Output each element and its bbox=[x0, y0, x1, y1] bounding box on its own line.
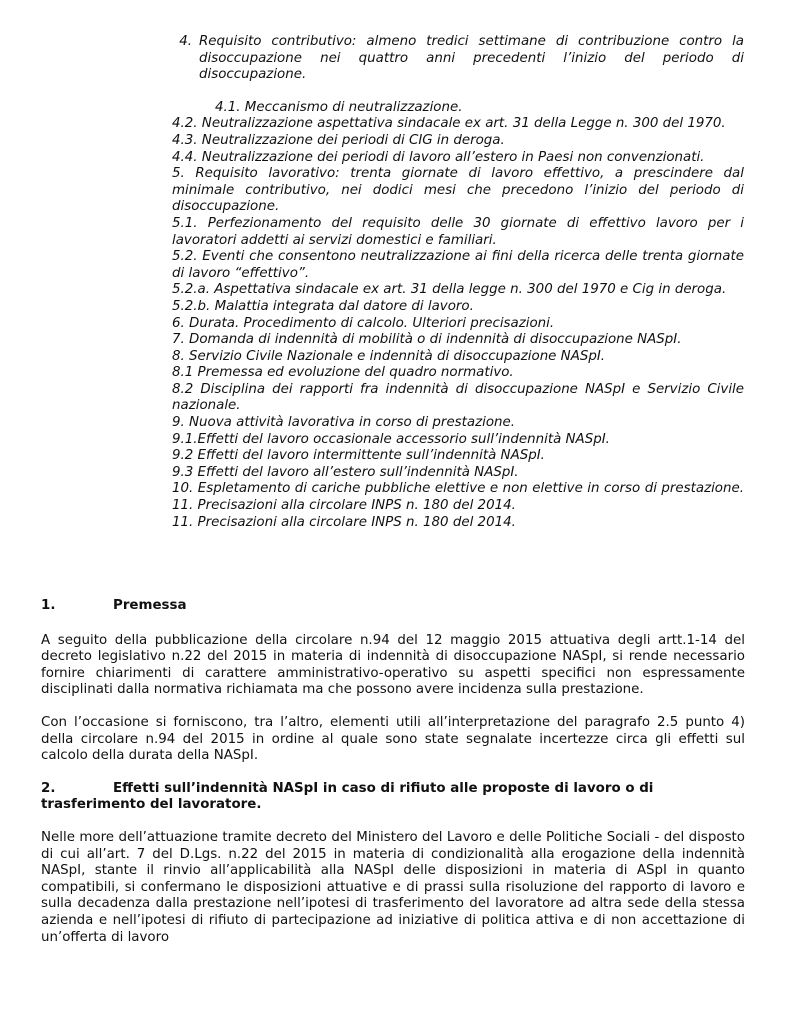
toc-item: 5.2.b. Malattia integrata dal datore di lavoro. bbox=[172, 298, 474, 314]
document-body bbox=[41, 598, 745, 946]
toc-item: 7. Domanda di indennità di mobilità o di indennità di disoccupazione NASpI. bbox=[172, 332, 682, 348]
section-1-heading bbox=[41, 598, 745, 615]
toc-item: 10. Espletamento di cariche pubbliche elettive e non elettive in corso di prestazione. 11. Precisazioni alla circolare INPS n. 180 del 2014. bbox=[172, 481, 744, 514]
toc-item: 11. Precisazioni alla circolare INPS n. 180 del 2014. bbox=[172, 514, 516, 530]
section-1-number: 1. bbox=[41, 598, 56, 613]
toc-item: 5. Requisito lavorativo: trenta giornate di lavoro effettivo, a prescindere dal minimale contributivo, nei dodici mesi che precedono l’inizio del periodo di disoccupazione. bbox=[172, 166, 744, 215]
toc-item: 4.3. Neutralizzazione dei periodi di CIG in deroga. bbox=[172, 132, 505, 148]
toc-item: 8.1 Premessa ed evoluzione del quadro normativo. bbox=[172, 365, 514, 381]
toc-item-4 bbox=[172, 34, 744, 84]
toc-item-4-text: Requisito contributivo: almeno tredici settimane di contribuzione contro la disoccupazione nei quattro anni precedenti l’inizio del periodo di disoccupazione. bbox=[199, 34, 744, 83]
toc-item: 5.2.a. Aspettativa sindacale ex art. 31 della legge n. 300 del 1970 e Cig in deroga. bbox=[172, 282, 727, 298]
toc-item: 5.2. Eventi che consentono neutralizzazione ai fini della ricerca delle trenta giornate di lavoro “effettivo”. bbox=[172, 249, 744, 281]
table-of-contents bbox=[172, 34, 744, 531]
toc-item-4-number: 4. bbox=[179, 34, 192, 49]
section-1-title: Premessa bbox=[113, 598, 187, 613]
toc-item: 9.3 Effetti del lavoro all’estero sull’indennità NASpI. bbox=[172, 464, 519, 480]
toc-item: 9.2 Effetti del lavoro intermittente sull’indennità NASpI. bbox=[172, 448, 545, 464]
toc-item: 4.1. Meccanismo di neutralizzazione. bbox=[215, 99, 463, 115]
toc-item: 8.2 Disciplina dei rapporti fra indennità di disoccupazione NASpI e Servizio Civile nazionale. bbox=[172, 381, 744, 414]
toc-item: 9.1.Effetti del lavoro occasionale accessorio sull’indennità NASpI. bbox=[172, 431, 610, 447]
section-2-title: Effetti sull’indennità NASpI in caso di rifiuto alle proposte di lavoro o di trasferimento del lavoratore. bbox=[41, 780, 654, 813]
section-1-paragraph: Con l’occasione si forniscono, tra l’altro, elementi utili all’interpretazione del paragrafo 2.5 punto 4) della circolare n.94 del 2015 in ordine al quale sono state segnalate incertezze circa gli effetti sul calcolo della durata della NASpI. bbox=[41, 714, 745, 764]
toc-item: 4.2. Neutralizzazione aspettativa sindacale ex art. 31 della Legge n. 300 del 1970. bbox=[172, 116, 726, 132]
toc-item: 6. Durata. Procedimento di calcolo. Ulteriori precisazioni. bbox=[172, 315, 555, 331]
section-1-paragraph: A seguito della pubblicazione della circolare n.94 del 12 maggio 2015 attuativa degli artt.1-14 del decreto legislativo n.22 del 2015 in materia di indennità di disoccupazione NASpI, si rende necessario fornire chiarimenti di carattere amministrativo-operativo su aspetti specifici non espressamente disciplinati dalla normativa richiamata ma che possono avere incidenza sulla prestazione. bbox=[41, 632, 745, 698]
toc-item: 9. Nuova attività lavorativa in corso di prestazione. bbox=[172, 415, 516, 431]
section-2-heading bbox=[41, 781, 745, 814]
toc-item: 8. Servizio Civile Nazionale e indennità di disoccupazione NASpI. bbox=[172, 348, 606, 364]
section-2-number: 2. bbox=[41, 780, 56, 796]
toc-item: 4.4. Neutralizzazione dei periodi di lavoro all’estero in Paesi non convenzionati. bbox=[172, 149, 705, 165]
section-2-paragraph: Nelle more dell’attuazione tramite decreto del Ministero del Lavoro e delle Politiche Sociali - del disposto di cui all’art. 7 del D.Lgs. n.22 del 2015 in materia di condizionalità alla erogazione della indennità NASpI, stante il rinvio all’applicabilità alla NASpI delle disposizioni in materia di ASpI in quanto compatibili, si confermano le disposizioni attuative e di prassi sulla risoluzione del rapporto di lavoro e sulla decadenza dalla prestazione nell’ipotesi di trasferimento del lavoratore ad altra sede della stessa azienda e nell’ipotesi di rifiuto di partecipazione ad iniziative di politica attiva e di non accettazione di un’offerta di lavoro bbox=[41, 829, 745, 945]
toc-item: 5.1. Perfezionamento del requisito delle 30 giornate di effettivo lavoro per i lavoratori addetti ai servizi domestici e familiari. bbox=[172, 215, 744, 248]
